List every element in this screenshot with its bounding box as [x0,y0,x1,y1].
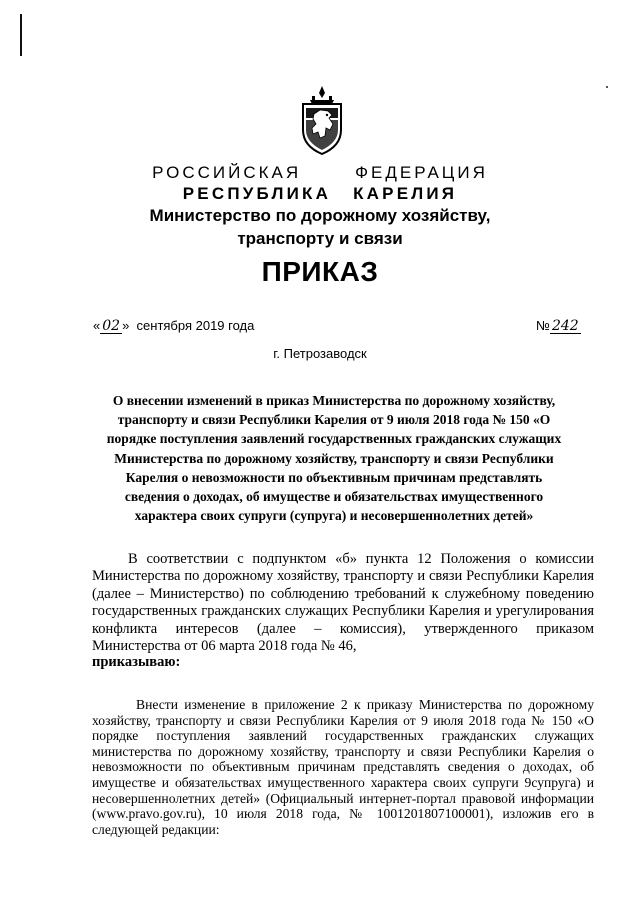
header-republic: РЕСПУБЛИКА КАРЕЛИЯ [182,184,458,203]
command-word: приказываю: [92,654,181,670]
order-number: № 242 [536,318,579,334]
scan-margin-mark [20,14,22,56]
order-paragraph: Внести изменение в приложение 2 к приказу Министерства по дорожному хозяйству, транспорту и связи Республики Карелия от 9 июля 2018 года № 150 «О порядке поступления заявлений государственных гражданских служащих министерства по дорожному хозяйству, транспорту и связи Республики Карелия о невозможности по объективным причинам представлять сведения о доходах, об имуществе и обязательствах имущественного характера своих супруги 9супруга) и несовершеннолетних детей» (Официальный интернет-портал правовой информации (www.pravo.gov.ru), 10 июля 2018 года, № 1001201807100001), изложив его в следующей редакции: [92,697,594,837]
header-ministry-line2: транспорту и связи [237,229,403,248]
header-ministry-line1: Министерство по дорожному хозяйству, [149,206,491,225]
order-title: О внесении изменений в приказ Министерства по дорожному хозяйству, транспорту и связи Республики Карелия от 9 июля 2018 года № 150 «О порядке поступления заявлений государственных гражданских служащих Министерства по дорожному хозяйству, транспорту и связи Республики Карелия о невозможности по объективным причинам представлять сведения о доходах, об имуществе и обязательствах имущественного характера своих супруги (супруга) и несовершеннолетних детей» [106,393,562,524]
order-date: « 02 » сентября 2019 года [93,318,255,334]
city: г. Петрозаводск [273,346,367,361]
document-type: ПРИКАЗ [261,256,379,287]
scan-speck [606,86,608,88]
handwritten-day: 02 [102,318,121,334]
header-country: РОССИЙСКАЯ ФЕДЕРАЦИЯ [152,163,488,182]
handwritten-number: 242 [551,318,579,334]
preamble-paragraph: В соответствии с подпунктом «б» пункта 12 Положения о комиссии Министерства по дорожному хозяйству, транспорту и связи Республики Карелия (далее – Министерство) по соблюдению требований к служебному поведению государственных гражданских служащих Республики Карелия и урегулирования конфликта интересов (далее – комиссия), утвержденного приказом Министерства от 06 марта 2018 года № 46, [92,551,594,655]
karelia-coat-of-arms-icon [298,84,346,156]
